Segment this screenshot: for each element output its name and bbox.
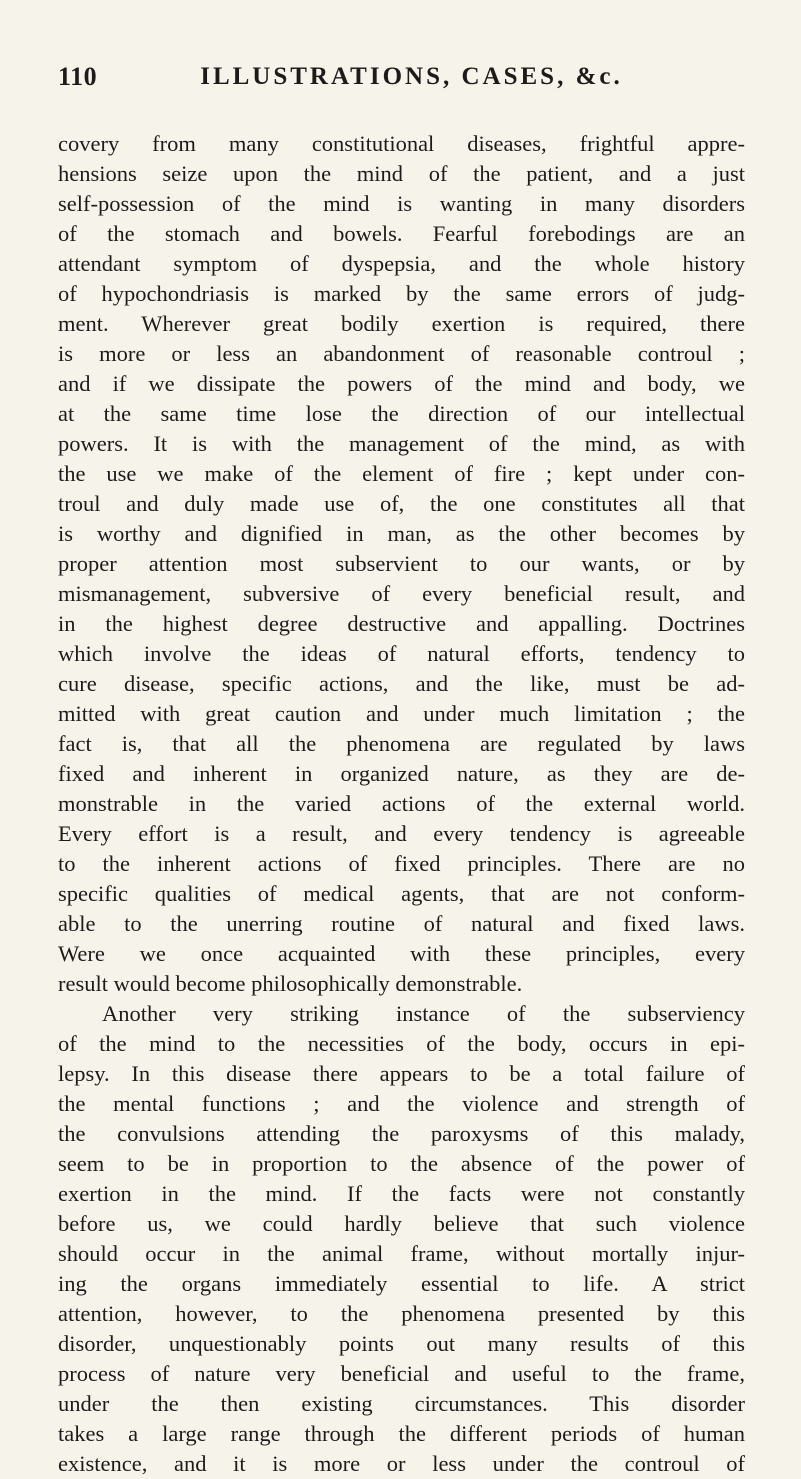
text-line: of the mind to the necessities of the body, occurs in epi- [58,1031,745,1056]
text-line: specific qualities of medical agents, that are not conform- [58,881,745,906]
text-line: attention, however, to the phenomena presented by this [58,1301,745,1326]
page-number: 110 [58,62,98,91]
text-line: the mental functions ; and the violence and strength of [58,1091,745,1116]
text-line: troul and duly made use of, the one constitutes all that [58,491,745,516]
text-line: before us, we could hardly believe that such violence [58,1211,745,1236]
text-line: monstrable in the varied actions of the external world. [58,791,745,816]
text-line: mismanagement, subversive of every beneficial result, and [58,581,745,606]
page-header [58,62,745,102]
text-line: under the then existing circumstances. This disorder [58,1391,745,1416]
text-line: ing the organs immediately essential to life. A strict [58,1271,745,1296]
text-line: Every effort is a result, and every tendency is agreeable [58,821,745,846]
text-line: takes a large range through the different periods of human [58,1421,745,1446]
text-line: of hypochondriasis is marked by the same errors of judg- [58,281,745,306]
text-line: self-possession of the mind is wanting in many disorders [58,191,745,216]
text-line: should occur in the animal frame, without mortally injur- [58,1241,745,1266]
text-line: powers. It is with the management of the mind, as with [58,431,745,456]
running-head: ILLUSTRATIONS, CASES, &c. [200,63,623,90]
text-line: result would become philosophically demonstrable. [58,971,523,996]
text-line: lepsy. In this disease there appears to be a total failure of [58,1061,745,1086]
text-line: covery from many constitutional diseases, frightful appre- [58,131,745,156]
text-line: existence, and it is more or less under the controul of [58,1451,745,1476]
text-line: Another very striking instance of the subserviency [102,1001,745,1026]
text-line: is more or less an abandonment of reasonable controul ; [58,341,745,366]
text-line: at the same time lose the direction of our intellectual [58,401,745,426]
text-line: the use we make of the element of fire ; kept under con- [58,461,745,486]
text-line: to the inherent actions of fixed principles. There are no [58,851,745,876]
text-line: which involve the ideas of natural efforts, tendency to [58,641,745,666]
text-line: is worthy and dignified in man, as the other becomes by [58,521,745,546]
text-line: fact is, that all the phenomena are regulated by laws [58,731,745,756]
text-line: exertion in the mind. If the facts were not constantly [58,1181,745,1206]
text-line: of the stomach and bowels. Fearful forebodings are an [58,221,745,246]
text-line: hensions seize upon the mind of the patient, and a just [58,161,745,186]
body-text [58,129,745,1479]
text-line: Were we once acquainted with these principles, every [58,941,745,966]
text-line: and if we dissipate the powers of the mind and body, we [58,371,745,396]
text-line: proper attention most subservient to our wants, or by [58,551,745,576]
text-line: disorder, unquestionably points out many results of this [58,1331,745,1356]
text-line: mitted with great caution and under much limitation ; the [58,701,745,726]
text-line: seem to be in proportion to the absence of the power of [58,1151,745,1176]
text-line: process of nature very beneficial and useful to the frame, [58,1361,745,1386]
text-line: fixed and inherent in organized nature, as they are de- [58,761,745,786]
text-line: cure disease, specific actions, and the like, must be ad- [58,671,745,696]
text-line: the convulsions attending the paroxysms of this malady, [58,1121,745,1146]
text-line: able to the unerring routine of natural and fixed laws. [58,911,745,936]
text-line: ment. Wherever great bodily exertion is required, there [58,311,745,336]
text-line: attendant symptom of dyspepsia, and the whole history [58,251,745,276]
text-line: in the highest degree destructive and appalling. Doctrines [58,611,745,636]
